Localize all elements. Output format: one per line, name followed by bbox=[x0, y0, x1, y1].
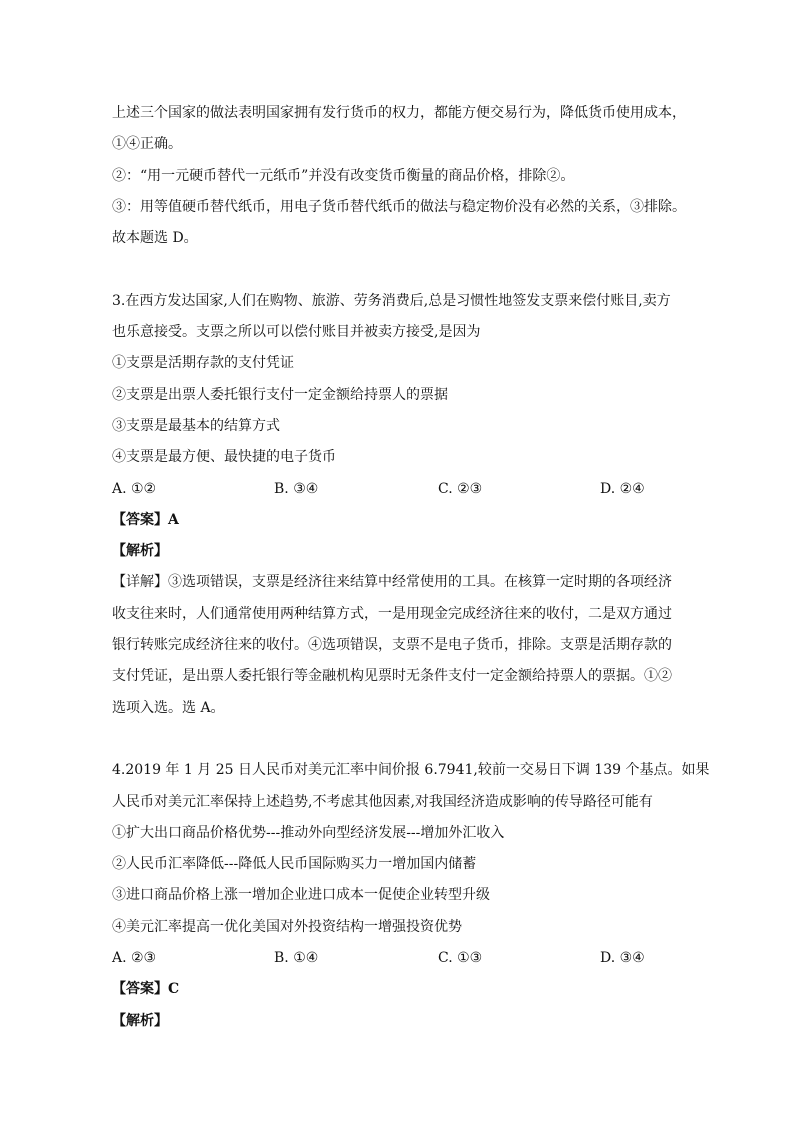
statement-item: ②支票是出票人委托银行支付一定金额给持票人的票据 bbox=[112, 386, 448, 403]
text-line: ①④正确。 bbox=[112, 136, 182, 153]
option-a: A. ②③ bbox=[112, 950, 157, 967]
question-4 bbox=[112, 755, 710, 1037]
statement-item: ①扩大出口商品价格优势---推动外向型经济发展---增加外汇收入 bbox=[112, 824, 505, 841]
option-c: C. ②③ bbox=[438, 480, 483, 497]
statement-item: ④支票是最方便、最快捷的电子货币 bbox=[112, 449, 336, 466]
answer-options bbox=[112, 474, 684, 505]
previous-explanation bbox=[112, 98, 684, 254]
answer-label: 【答案】C bbox=[112, 981, 180, 998]
detail-line: 支付凭证，是出票人委托银行等金融机构见票时无条件支付一定金额给持票人的票据。①② bbox=[112, 668, 672, 685]
option-a: A. ①② bbox=[112, 480, 157, 497]
statement-item: ④美元汇率提高一优化美国对外投资结构一增强投资优势 bbox=[112, 918, 462, 935]
text-line: 上述三个国家的做法表明国家拥有发行货币的权力，都能方便交易行为，降低货币使用成本， bbox=[112, 105, 686, 121]
question-stem: 人民币对美元汇率保持上述趋势,不考虑其他因素,对我国经济造成影响的传导路径可能有 bbox=[112, 793, 653, 810]
option-b: B. ③④ bbox=[274, 480, 319, 497]
option-b: B. ①④ bbox=[274, 950, 319, 967]
answer-options bbox=[112, 943, 684, 974]
statement-item: ①支票是活期存款的支付凭证 bbox=[112, 355, 294, 372]
document-content bbox=[112, 98, 710, 1037]
analysis-label: 【解析】 bbox=[112, 543, 168, 560]
detail-line: 选项入选。选 A。 bbox=[112, 699, 225, 716]
option-d: D. ②④ bbox=[600, 480, 645, 497]
option-d: D. ③④ bbox=[600, 950, 645, 967]
detail-line: 银行转账完成经济往来的收付。④选项错误，支票不是电子货币，排除。支票是活期存款的 bbox=[112, 637, 672, 654]
answer-label: 【答案】A bbox=[112, 511, 179, 528]
question-stem: 也乐意接受。支票之所以可以偿付账目并被卖方接受,是因为 bbox=[112, 324, 481, 341]
paragraph-gap bbox=[112, 254, 684, 285]
option-c: C. ①③ bbox=[438, 950, 483, 967]
analysis-label: 【解析】 bbox=[112, 1012, 168, 1029]
detail-line: 【详解】③选项错误，支票是经济往来结算中经常使用的工具。在核算一定时期的各项经济 bbox=[112, 574, 672, 591]
statement-item: ③进口商品价格上涨一增加企业进口成本一促使企业转型升级 bbox=[112, 887, 490, 904]
question-stem: 3.在西方发达国家,人们在购物、旅游、劳务消费后,总是习惯性地签发支票来偿付账目,卖方 bbox=[112, 292, 671, 309]
text-line: 故本题选 D。 bbox=[112, 230, 198, 247]
statement-item: ②人民币汇率降低---降低人民币国际购买力一增加国内储蓄 bbox=[112, 856, 477, 873]
detail-line: 收支往来时，人们通常使用两种结算方式，一是用现金完成经济往来的收付，二是双方通过 bbox=[112, 605, 672, 622]
question-3 bbox=[112, 286, 684, 724]
statement-item: ③支票是最基本的结算方式 bbox=[112, 417, 280, 434]
paragraph-gap bbox=[112, 724, 684, 755]
question-stem: 4.2019 年 1 月 25 日人民币对美元汇率中间价报 6.7941,较前一交易日下调 139 个基点。如果 bbox=[112, 762, 710, 779]
text-line: ③：用等值硬币替代纸币，用电子货币替代纸币的做法与稳定物价没有必然的关系，③排除。 bbox=[112, 198, 686, 215]
text-line: ②：“用一元硬币替代一元纸币”并没有改变货币衡量的商品价格，排除②。 bbox=[112, 167, 575, 184]
